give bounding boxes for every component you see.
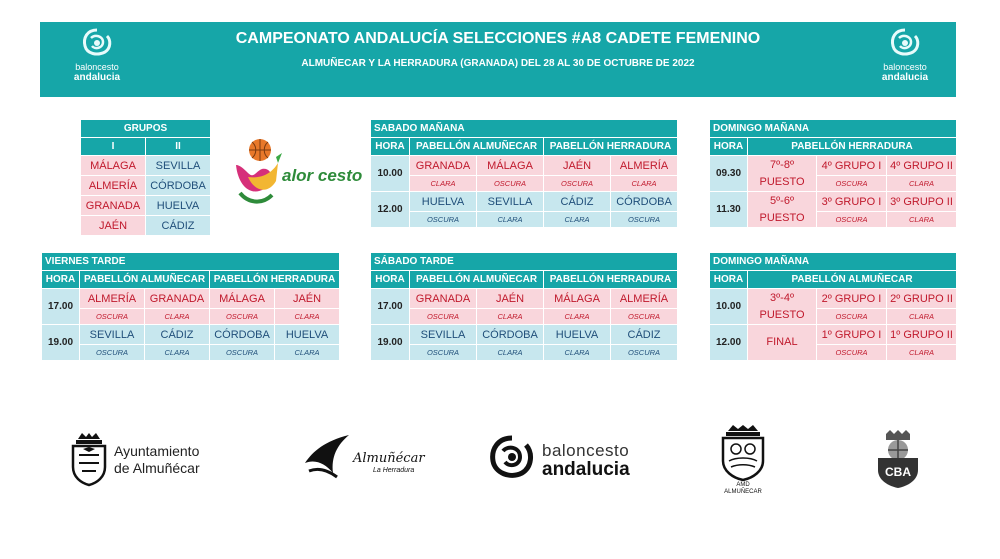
amd-line2: ALMUÑECAR (724, 489, 762, 495)
kit-color: OSCURA (817, 176, 887, 192)
team-cell: ALMERÍA (80, 289, 145, 309)
team-cell: CÓRDOBA (477, 325, 544, 345)
almunecar-text: Almuñécar (353, 451, 425, 466)
amd-line1: AMD (736, 482, 750, 488)
logo-text-andalucia: andalucia (73, 72, 121, 83)
baloncesto-logo-icon (887, 28, 923, 58)
amd-shield-icon (720, 425, 766, 481)
ayuntamiento-almunecar-logo (70, 433, 240, 488)
groups-title: GRUPOS (81, 120, 211, 138)
amd-almunecar-logo (718, 425, 768, 500)
page-subtitle: ALMUÑECAR Y LA HERRADURA (GRANADA) DEL 28 AL 30 DE OCTUBRE DE 2022 (301, 58, 695, 69)
group-team: JAÉN (81, 216, 146, 236)
group-team: CÁDIZ (146, 216, 211, 236)
pabellon-almunecar-header: PABELLÓN ALMUÑECAR (410, 138, 544, 156)
cba-shield-icon (874, 430, 922, 488)
team-cell: ALMERÍA (611, 289, 678, 309)
team-cell: GRANADA (410, 289, 477, 309)
team-cell: ALMERÍA (611, 156, 678, 176)
sabado-tarde-table (370, 252, 678, 361)
cba-text: CBA (885, 465, 911, 479)
team-cell: 2º GRUPO I (817, 289, 887, 309)
match-hour: 11.30 (710, 192, 748, 228)
domingo-manana-title: DOMINGO MAÑANA (710, 253, 957, 271)
kit-color: CLARA (145, 309, 210, 325)
position-label: 5º-6º PUESTO (748, 192, 817, 228)
match-hour: 10.00 (710, 289, 748, 325)
kit-color: CLARA (145, 345, 210, 361)
position-label: 3º-4º PUESTO (748, 289, 817, 325)
kit-color: CLARA (887, 309, 957, 325)
kit-color: OSCURA (410, 212, 477, 228)
kit-color: CLARA (611, 176, 678, 192)
logo-text-baloncesto: baloncesto (883, 62, 927, 72)
hora-header: HORA (710, 271, 748, 289)
team-cell: MÁLAGA (210, 289, 275, 309)
team-cell: 4º GRUPO II (887, 156, 957, 176)
cba-logo (874, 430, 922, 490)
team-cell: HUELVA (410, 192, 477, 212)
match-hour: 19.00 (42, 325, 80, 361)
team-cell: SEVILLA (80, 325, 145, 345)
team-cell: GRANADA (410, 156, 477, 176)
kit-color: OSCURA (410, 345, 477, 361)
team-cell: HUELVA (544, 325, 611, 345)
group-team: HUELVA (146, 196, 211, 216)
kit-color: CLARA (887, 212, 957, 228)
kit-color: OSCURA (80, 345, 145, 361)
sabado-manana-title: SABADO MAÑANA (371, 120, 678, 138)
domingo-manana-herradura-table (709, 119, 957, 228)
hora-header: HORA (710, 138, 748, 156)
team-cell: CÁDIZ (544, 192, 611, 212)
group-team: SEVILLA (146, 156, 211, 176)
team-cell: 4º GRUPO I (817, 156, 887, 176)
team-cell: 1º GRUPO II (887, 325, 957, 345)
kit-color: CLARA (477, 212, 544, 228)
kit-color: OSCURA (477, 176, 544, 192)
herradura-text: La Herradura (373, 467, 415, 474)
match-hour: 17.00 (42, 289, 80, 325)
kit-color: CLARA (887, 176, 957, 192)
group-col-i: I (81, 138, 146, 156)
valorcesto-text: alor cesto (282, 166, 363, 185)
team-cell: MÁLAGA (544, 289, 611, 309)
almunecar-la-herradura-logo (303, 433, 428, 483)
valorcesto-logo (232, 133, 363, 208)
match-hour: 09.30 (710, 156, 748, 192)
sabado-tarde-title: SÁBADO TARDE (371, 253, 678, 271)
team-cell: CÁDIZ (145, 325, 210, 345)
team-cell: CÓRDOBA (611, 192, 678, 212)
almunecar-wave-icon (303, 433, 351, 479)
sabado-manana-table (370, 119, 678, 228)
ayuntamiento-line2: de Almuñécar (114, 460, 200, 476)
pabellon-herradura-header: PABELLÓN HERRADURA (210, 271, 340, 289)
hora-header: HORA (42, 271, 80, 289)
pabellon-herradura-header: PABELLÓN HERRADURA (544, 271, 678, 289)
team-cell: MÁLAGA (477, 156, 544, 176)
kit-color: CLARA (544, 212, 611, 228)
coat-of-arms-icon (70, 433, 108, 485)
groups-table (80, 119, 211, 236)
kit-color: OSCURA (611, 212, 678, 228)
kit-color: CLARA (544, 309, 611, 325)
team-cell: JAÉN (477, 289, 544, 309)
kit-color: CLARA (275, 309, 340, 325)
pabellon-almunecar-header: PABELLÓN ALMUÑECAR (410, 271, 544, 289)
kit-color: OSCURA (210, 345, 275, 361)
group-team: ALMERÍA (81, 176, 146, 196)
kit-color: OSCURA (611, 345, 678, 361)
baloncesto-andalucia-footer-logo (488, 433, 638, 485)
kit-color: CLARA (275, 345, 340, 361)
pabellon-herradura-header: PABELLÓN HERRADURA (544, 138, 678, 156)
pabellon-almunecar-header: PABELLÓN ALMUÑECAR (80, 271, 210, 289)
logo-text-baloncesto: baloncesto (75, 62, 119, 72)
logo-text-andalucia: andalucia (881, 72, 929, 83)
viernes-tarde-title: VIERNES TARDE (42, 253, 340, 271)
team-cell: 2º GRUPO II (887, 289, 957, 309)
team-cell: 1º GRUPO I (817, 325, 887, 345)
kit-color: CLARA (477, 309, 544, 325)
position-label: 7º-8º PUESTO (748, 156, 817, 192)
team-cell: CÁDIZ (611, 325, 678, 345)
hora-header: HORA (371, 271, 410, 289)
team-cell: SEVILLA (477, 192, 544, 212)
kit-color: OSCURA (80, 309, 145, 325)
group-team: GRANADA (81, 196, 146, 216)
match-hour: 12.00 (710, 325, 748, 361)
domingo-manana-title: DOMINGO MAÑANA (710, 120, 957, 138)
team-cell: SEVILLA (410, 325, 477, 345)
pabellon-header: PABELLÓN HERRADURA (748, 138, 957, 156)
ba-footer-line2: andalucia (542, 459, 630, 480)
domingo-manana-almunecar-table (709, 252, 957, 361)
team-cell: GRANADA (145, 289, 210, 309)
ayuntamiento-line1: Ayuntamiento (114, 443, 200, 459)
valorcesto-icon (232, 133, 363, 208)
group-team: MÁLAGA (81, 156, 146, 176)
kit-color: OSCURA (817, 309, 887, 325)
team-cell: JAÉN (544, 156, 611, 176)
kit-color: OSCURA (817, 212, 887, 228)
page-title: CAMPEONATO ANDALUCÍA SELECCIONES #A8 CADETE FEMENINO (235, 30, 761, 47)
match-hour: 12.00 (371, 192, 410, 228)
header-banner (40, 22, 956, 97)
kit-color: OSCURA (611, 309, 678, 325)
match-hour: 19.00 (371, 325, 410, 361)
group-col-ii: II (146, 138, 211, 156)
kit-color: CLARA (477, 345, 544, 361)
kit-color: OSCURA (210, 309, 275, 325)
kit-color: OSCURA (544, 176, 611, 192)
ba-footer-line1: baloncesto (542, 441, 630, 460)
match-hour: 17.00 (371, 289, 410, 325)
hora-header: HORA (371, 138, 410, 156)
team-cell: CÓRDOBA (210, 325, 275, 345)
kit-color: OSCURA (410, 309, 477, 325)
baloncesto-andalucia-logo-right (870, 28, 940, 90)
match-hour: 10.00 (371, 156, 410, 192)
kit-color: CLARA (410, 176, 477, 192)
team-cell: HUELVA (275, 325, 340, 345)
team-cell: 3º GRUPO I (817, 192, 887, 212)
viernes-tarde-table (41, 252, 340, 361)
position-label: FINAL (748, 325, 817, 361)
team-cell: 3º GRUPO II (887, 192, 957, 212)
kit-color: CLARA (887, 345, 957, 361)
kit-color: CLARA (544, 345, 611, 361)
team-cell: JAÉN (275, 289, 340, 309)
pabellon-header: PABELLÓN ALMUÑECAR (748, 271, 957, 289)
group-team: CÓRDOBA (146, 176, 211, 196)
baloncesto-logo-icon (488, 435, 536, 483)
kit-color: OSCURA (817, 345, 887, 361)
